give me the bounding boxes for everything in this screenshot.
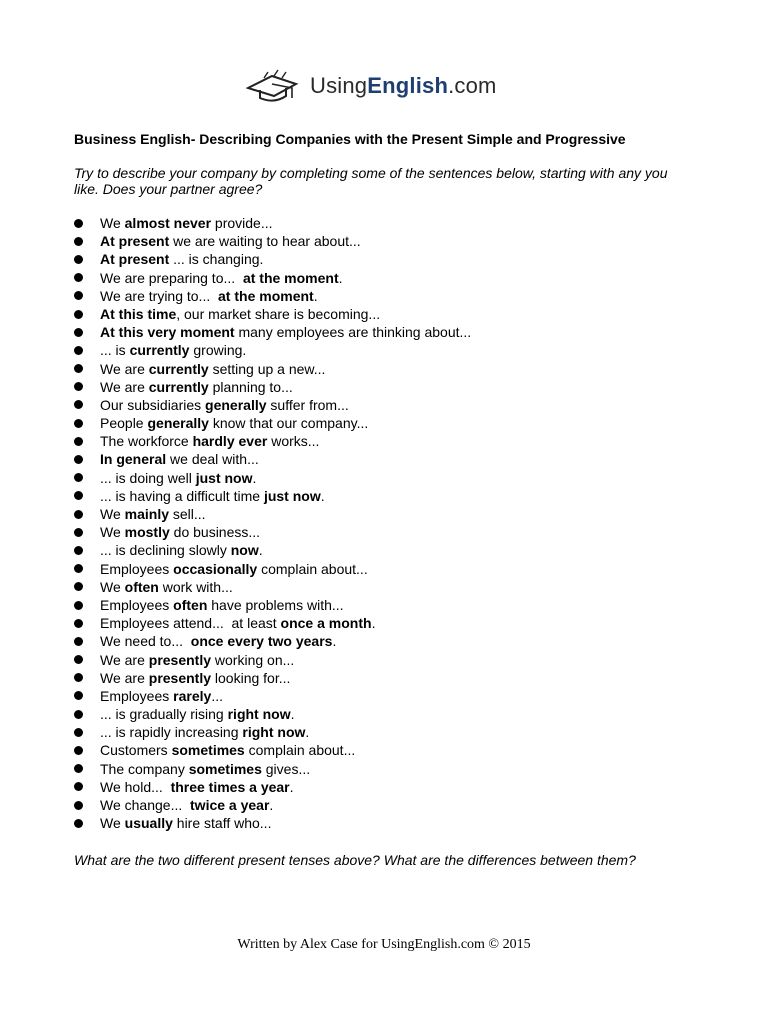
list-item-after: . [305, 724, 310, 741]
bullet-icon [74, 564, 83, 573]
list-item-text [100, 469, 256, 487]
bullet-icon [74, 782, 83, 791]
list-item-text [100, 778, 294, 796]
list-item [74, 632, 694, 650]
list-item-keyword: generally [205, 396, 267, 413]
list-item-text [100, 632, 336, 650]
list-item-after: complain about... [257, 560, 368, 577]
discussion-question: What are the two different present tenses above? What are the differences between them? [74, 852, 636, 868]
list-item-after: working on... [211, 651, 295, 668]
list-item-before: ... is having a difficult time [100, 487, 264, 504]
list-item-keyword: sometimes [188, 760, 262, 777]
list-item-before: Employees [100, 687, 174, 704]
sentence-list [74, 214, 694, 832]
list-item-keyword: once every two years [190, 633, 333, 650]
list-item-before: Employees attend... at least [100, 615, 281, 632]
list-item [74, 814, 694, 832]
bullet-icon [74, 691, 83, 700]
list-item-text [100, 541, 263, 559]
list-item-text [100, 323, 471, 341]
list-item-keyword: generally [147, 415, 209, 432]
list-item [74, 741, 694, 759]
list-item-before: Employees [100, 596, 174, 613]
list-item-keyword: currently [148, 360, 209, 377]
list-item-after: ... is changing. [169, 251, 264, 268]
bullet-icon [74, 237, 83, 246]
list-item-keyword: currently [129, 342, 190, 359]
bullet-icon [74, 728, 83, 737]
bullet-icon [74, 382, 83, 391]
bullet-icon [74, 291, 83, 300]
list-item-before: We [100, 578, 125, 595]
list-item-text [100, 432, 319, 450]
list-item [74, 778, 694, 796]
list-item-before: ... is rapidly increasing [100, 724, 243, 741]
list-item-keyword: presently [148, 651, 212, 668]
list-item-keyword: At present [100, 251, 170, 268]
list-item-before: ... is doing well [100, 469, 196, 486]
list-item-text [100, 669, 290, 687]
list-item-text [100, 505, 206, 523]
list-item-before: Employees [100, 560, 174, 577]
bullet-icon [74, 510, 83, 519]
list-item-keyword: now [230, 542, 259, 559]
list-item-after: gives... [261, 760, 311, 777]
list-item-after: works... [267, 433, 320, 450]
list-item-after: . [338, 269, 343, 286]
list-item [74, 414, 694, 432]
list-item-before: The workforce [100, 433, 193, 450]
bullet-icon [74, 310, 83, 319]
list-item-after: hire staff who... [172, 815, 272, 832]
list-item-text [100, 596, 344, 614]
bullet-icon [74, 655, 83, 664]
list-item [74, 360, 694, 378]
list-item [74, 214, 694, 232]
list-item-after: . [252, 469, 257, 486]
list-item-after: many employees are thinking about... [234, 324, 472, 341]
list-item [74, 560, 694, 578]
list-item-text [100, 760, 310, 778]
list-item [74, 378, 694, 396]
list-item-keyword: In general [100, 451, 167, 468]
list-item-after: complain about... [244, 742, 356, 759]
list-item [74, 705, 694, 723]
list-item-after: , our market share is becoming... [176, 305, 381, 322]
list-item-after: suffer from... [266, 396, 349, 413]
list-item-before: We [100, 215, 125, 231]
bullet-icon [74, 437, 83, 446]
list-item-after: . [371, 615, 376, 632]
list-item [74, 432, 694, 450]
bullet-icon [74, 619, 83, 628]
bullet-icon [74, 491, 83, 500]
list-item-before: People [100, 415, 148, 432]
list-item-before: ... is [100, 342, 130, 359]
list-item-keyword: right now [227, 706, 291, 723]
list-item [74, 523, 694, 541]
list-item-after: setting up a new... [208, 360, 326, 377]
list-item-text [100, 723, 309, 741]
logo-text-com: .com [448, 73, 497, 98]
bullet-icon [74, 273, 83, 282]
bullet-icon [74, 400, 83, 409]
list-item [74, 323, 694, 341]
list-item-text [100, 414, 368, 432]
list-item-after: we deal with... [166, 451, 259, 468]
list-item-text [100, 269, 343, 287]
list-item-text [100, 360, 325, 378]
list-item-text [100, 450, 259, 468]
list-item-keyword: at the moment [218, 287, 314, 304]
list-item-keyword: right now [242, 724, 306, 741]
list-item-after: sell... [169, 506, 206, 522]
list-item-before: Our subsidiaries [100, 396, 206, 413]
list-item-after: do business... [169, 524, 261, 541]
list-item [74, 487, 694, 505]
list-item-keyword: mainly [124, 506, 169, 522]
bullet-icon [74, 601, 83, 610]
logo-wordmark [310, 73, 497, 99]
list-item [74, 723, 694, 741]
list-item [74, 596, 694, 614]
list-item-after: . [332, 633, 337, 650]
list-item-after: . [290, 706, 295, 723]
list-item-keyword: sometimes [171, 742, 245, 759]
list-item-text [100, 487, 325, 505]
list-item-keyword: at the moment [242, 269, 339, 286]
list-item-text [100, 814, 271, 832]
list-item-after: planning to... [208, 378, 293, 395]
list-item-keyword: hardly ever [192, 433, 268, 450]
list-item-text [100, 232, 361, 250]
bullet-icon [74, 328, 83, 337]
list-item-keyword: almost never [124, 215, 212, 231]
list-item [74, 250, 694, 268]
list-item-keyword: At this time [100, 305, 177, 322]
bullet-icon [74, 819, 83, 828]
list-item-text [100, 796, 273, 814]
graduation-cap-icon [246, 68, 300, 104]
list-item-after: provide... [211, 215, 273, 231]
bullet-icon [74, 255, 83, 264]
list-item [74, 614, 694, 632]
list-item-keyword: At this very moment [100, 324, 235, 341]
list-item-before: The company [100, 760, 189, 777]
list-item-text [100, 705, 295, 723]
list-item [74, 305, 694, 323]
list-item-after: . [258, 542, 263, 559]
logo-text-using: Using [310, 73, 368, 98]
list-item-text [100, 651, 294, 669]
bullet-icon [74, 419, 83, 428]
bullet-icon [74, 528, 83, 537]
bullet-icon [74, 346, 83, 355]
list-item [74, 341, 694, 359]
list-item-keyword: often [173, 596, 208, 613]
list-item [74, 232, 694, 250]
bullet-icon [74, 473, 83, 482]
list-item-before: We are [100, 378, 149, 395]
site-logo [246, 68, 497, 104]
list-item-before: We are [100, 360, 149, 377]
list-item-text [100, 341, 246, 359]
list-item [74, 269, 694, 287]
list-item [74, 505, 694, 523]
list-item [74, 760, 694, 778]
list-item-before: We are trying to... [100, 287, 219, 304]
list-item-keyword: usually [124, 815, 173, 832]
list-item-keyword: three times a year [170, 778, 290, 795]
list-item-after: . [289, 778, 294, 795]
list-item [74, 469, 694, 487]
bullet-icon [74, 582, 83, 591]
intro-instructions: Try to describe your company by completing some of the sentences below, starting with any you like. Does your partner agree? [74, 165, 668, 197]
bullet-icon [74, 746, 83, 755]
list-item-text [100, 250, 263, 268]
list-item-keyword: rarely [173, 687, 212, 704]
worksheet-title: Business English- Describing Companies with the Present Simple and Progressive [74, 131, 626, 147]
list-item-text [100, 741, 355, 759]
list-item [74, 651, 694, 669]
logo-text-english: English [367, 73, 449, 98]
bullet-icon [74, 801, 83, 810]
list-item [74, 541, 694, 559]
list-item [74, 578, 694, 596]
bullet-icon [74, 364, 83, 373]
list-item-keyword: once a month [280, 615, 372, 632]
list-item-text [100, 378, 293, 396]
list-item-before: We are [100, 669, 149, 686]
list-item-before: We need to... [100, 633, 191, 650]
list-item-keyword: often [124, 578, 159, 595]
list-item-text [100, 560, 368, 578]
list-item-after: . [313, 287, 318, 304]
list-item-text [100, 687, 223, 705]
list-item-keyword: presently [148, 669, 212, 686]
list-item-before: We change... [100, 797, 191, 813]
list-item-text [100, 287, 318, 305]
bullet-icon [74, 764, 83, 773]
list-item-before: We [100, 815, 125, 832]
bullet-icon [74, 673, 83, 682]
list-item-before: ... is gradually rising [100, 706, 228, 723]
list-item-text [100, 578, 233, 596]
list-item-after: growing. [189, 342, 247, 359]
list-item-after: ... [211, 687, 223, 704]
bullet-icon [74, 546, 83, 555]
list-item-before: We [100, 524, 125, 541]
bullet-icon [74, 710, 83, 719]
list-item-after: . [320, 487, 325, 504]
list-item-after: . [269, 797, 274, 813]
list-item-keyword: just now [263, 487, 321, 504]
list-item-before: We are preparing to... [100, 269, 243, 286]
list-item-after: know that our company... [208, 415, 369, 432]
bullet-icon [74, 219, 83, 228]
list-item-after: work with... [158, 578, 233, 595]
list-item-keyword: At present [100, 233, 170, 250]
list-item-keyword: twice a year [190, 797, 270, 813]
list-item-keyword: currently [148, 378, 209, 395]
list-item [74, 287, 694, 305]
list-item-text [100, 214, 273, 232]
list-item-after: looking for... [211, 669, 291, 686]
list-item-text [100, 614, 375, 632]
list-item-before: We [100, 506, 125, 522]
footer-credit: Written by Alex Case for UsingEnglish.com © 2015 [237, 937, 531, 952]
list-item-before: ... is declining slowly [100, 542, 231, 559]
bullet-icon [74, 637, 83, 646]
bullet-icon [74, 455, 83, 464]
list-item-text [100, 305, 380, 323]
list-item-keyword: occasionally [173, 560, 258, 577]
list-item [74, 687, 694, 705]
list-item-before: Customers [100, 742, 172, 759]
list-item [74, 669, 694, 687]
list-item-text [100, 523, 260, 541]
list-item [74, 396, 694, 414]
list-item [74, 450, 694, 468]
list-item-after: we are waiting to hear about... [169, 233, 361, 250]
list-item-before: We hold... [100, 778, 171, 795]
list-item-before: We are [100, 651, 149, 668]
list-item-keyword: mostly [124, 524, 170, 541]
list-item-after: have problems with... [207, 596, 344, 613]
list-item-text [100, 396, 349, 414]
list-item [74, 796, 694, 814]
list-item-keyword: just now [195, 469, 253, 486]
